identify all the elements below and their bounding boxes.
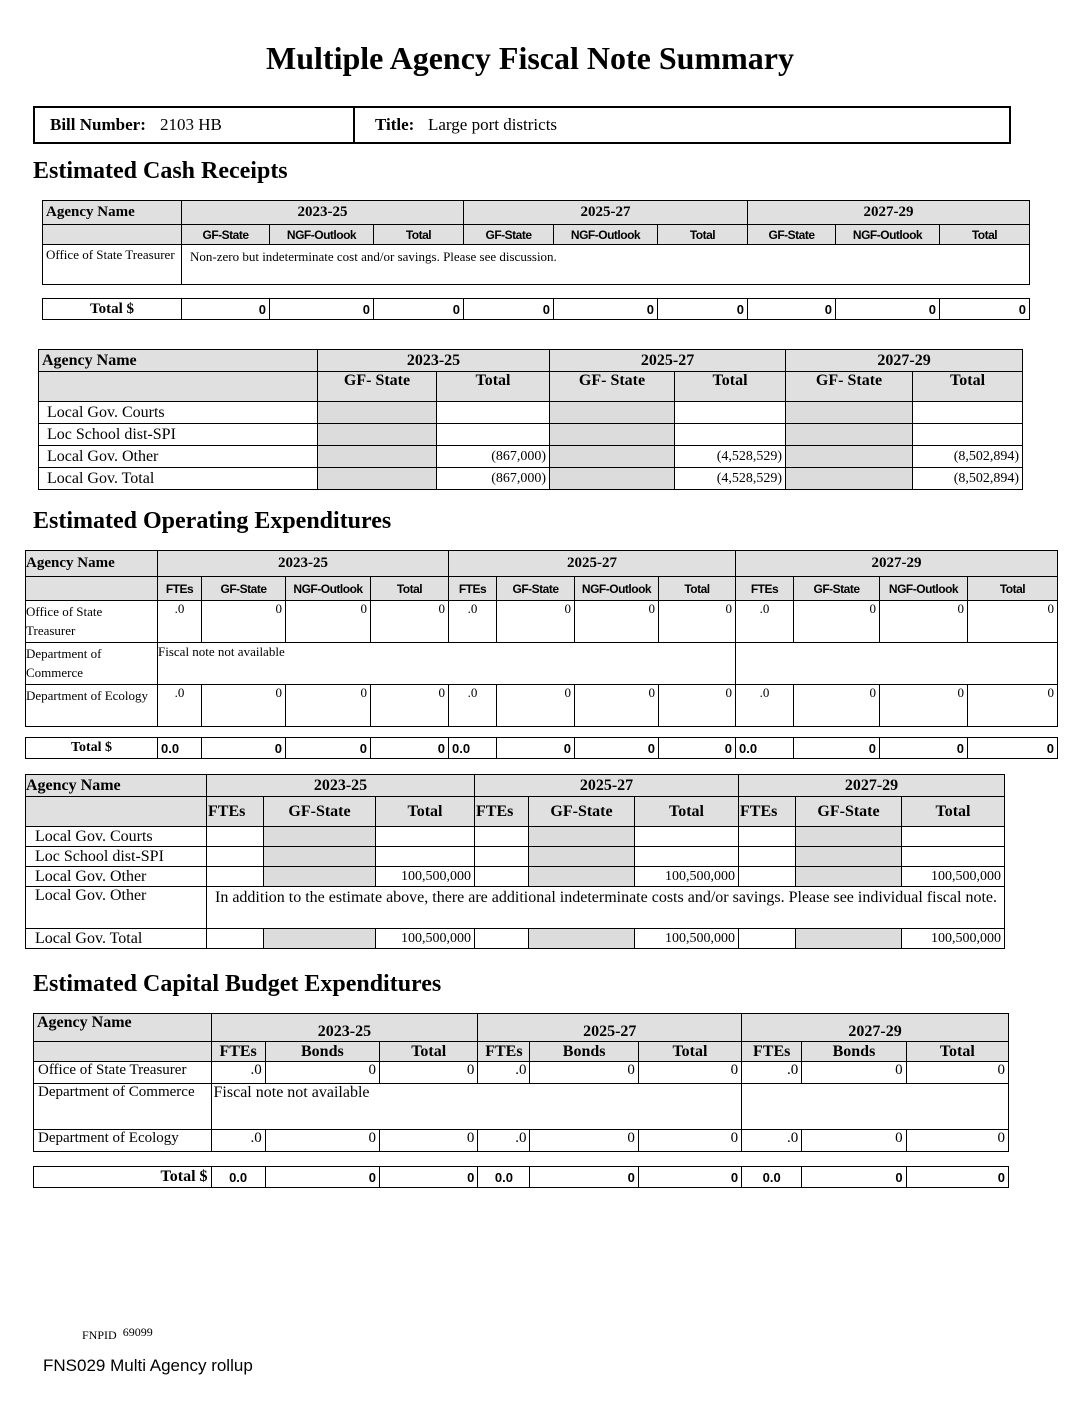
col-header: FTEs <box>475 797 529 827</box>
total-value: 0 <box>794 738 880 759</box>
total-value: (867,000) <box>437 468 550 490</box>
gf-state-cell <box>529 827 635 847</box>
col-header: FTEs <box>742 1042 802 1062</box>
bill-number: 2103 HB <box>160 115 222 134</box>
total-value: 0 <box>968 738 1058 759</box>
fte-value: .0 <box>158 685 202 727</box>
col-header: Total <box>659 577 736 601</box>
period-header: 2023-25 <box>318 350 550 372</box>
amount-value: 0 <box>794 601 880 643</box>
amount-value: 0 <box>659 601 736 643</box>
col-header: Total <box>902 797 1005 827</box>
amount-value: 0 <box>968 685 1058 727</box>
agency-name: Department of Commerce <box>34 1084 212 1130</box>
gf-state-cell <box>550 402 675 424</box>
table-row <box>39 424 1023 446</box>
gf-state-cell <box>529 867 635 887</box>
total-value <box>675 402 786 424</box>
total-value <box>376 847 475 867</box>
gf-state-cell <box>264 929 376 949</box>
cash-local-table <box>38 349 1023 490</box>
period-header: 2027-29 <box>748 201 1030 225</box>
agency-name: Department of Commerce <box>26 643 158 685</box>
col-header: Total <box>374 225 464 245</box>
gf-state-cell <box>550 468 675 490</box>
total-value: 100,500,000 <box>376 929 475 949</box>
col-header: NGF-Outlook <box>575 577 659 601</box>
table-row <box>26 601 1058 643</box>
gf-state-cell <box>796 867 902 887</box>
col-header: Total <box>940 225 1030 245</box>
table-row <box>26 847 1005 867</box>
total-value <box>902 827 1005 847</box>
total-value: (8,502,894) <box>913 446 1023 468</box>
fte-value: .0 <box>211 1062 265 1084</box>
total-value: 0 <box>464 299 554 320</box>
total-value: 100,500,000 <box>376 867 475 887</box>
col-header: Total <box>380 1042 478 1062</box>
indeterminate-note: Non-zero but indeterminate cost and/or savings. Please see discussion. <box>182 245 1030 285</box>
amount-value: 0 <box>638 1130 741 1152</box>
total-value <box>376 827 475 847</box>
fte-cell <box>207 867 264 887</box>
agency-name: Local Gov. Courts <box>39 402 318 424</box>
agency-name: Department of Ecology <box>26 685 158 727</box>
fte-cell <box>739 867 796 887</box>
operating-total-table <box>25 737 1058 759</box>
total-value: 0 <box>638 1167 741 1188</box>
total-value: 0 <box>374 299 464 320</box>
period-header: 2023-25 <box>158 551 449 577</box>
table-row <box>34 1084 1009 1130</box>
total-value: 0 <box>940 299 1030 320</box>
gf-state-cell <box>264 867 376 887</box>
agency-name: Local Gov. Other <box>26 867 207 887</box>
col-header: Total <box>658 225 748 245</box>
total-label: Total $ <box>26 738 158 759</box>
table-row <box>34 1062 1009 1084</box>
total-value: 0 <box>270 299 374 320</box>
fte-cell <box>207 847 264 867</box>
agency-name: Loc School dist-SPI <box>39 424 318 446</box>
col-header: GF-State <box>497 577 575 601</box>
empty-cell <box>736 643 1058 685</box>
fte-value: .0 <box>158 601 202 643</box>
total-label: Total $ <box>43 299 182 320</box>
col-header: Total <box>635 797 739 827</box>
agency-name: Local Gov. Total <box>26 929 207 949</box>
fnpid <box>82 1325 153 1343</box>
amount-value: 0 <box>371 685 449 727</box>
bill-number-label: Bill Number: <box>50 115 146 134</box>
col-header: GF-State <box>464 225 554 245</box>
agency-name-header: Agency Name <box>34 1014 212 1042</box>
total-value: 0 <box>802 1167 906 1188</box>
col-header: Bonds <box>265 1042 379 1062</box>
total-value <box>675 424 786 446</box>
gf-state-cell <box>796 929 902 949</box>
fnpid-value: 69099 <box>122 1325 153 1339</box>
amount-value: 0 <box>497 685 575 727</box>
col-header: FTEs <box>449 577 497 601</box>
agency-name: Office of State Treasurer <box>34 1062 212 1084</box>
col-header: GF- State <box>318 372 437 402</box>
capital-table <box>33 1013 1009 1152</box>
fte-value: .0 <box>736 601 794 643</box>
total-value: 100,500,000 <box>902 867 1005 887</box>
col-header: GF- State <box>550 372 675 402</box>
period-header: 2027-29 <box>739 775 1005 797</box>
period-header: 2023-25 <box>182 201 464 225</box>
col-header: Total <box>675 372 786 402</box>
total-label: Total $ <box>34 1167 212 1188</box>
fte-value: .0 <box>478 1130 530 1152</box>
agency-name: Local Gov. Courts <box>26 827 207 847</box>
fte-value: .0 <box>211 1130 265 1152</box>
table-row <box>26 685 1058 727</box>
amount-value: 0 <box>286 685 371 727</box>
fte-cell <box>475 827 529 847</box>
gf-state-cell <box>786 446 913 468</box>
fiscal-note-unavailable: Fiscal note not available <box>158 643 736 685</box>
col-header: NGF-Outlook <box>270 225 374 245</box>
col-header: NGF-Outlook <box>836 225 940 245</box>
col-header: FTEs <box>158 577 202 601</box>
gf-state-cell <box>318 424 437 446</box>
total-value: 0 <box>906 1167 1008 1188</box>
total-value <box>913 402 1023 424</box>
col-header: Bonds <box>530 1042 638 1062</box>
total-value: 0 <box>202 738 286 759</box>
capital-total-table <box>33 1166 1009 1188</box>
fiscal-note-unavailable: Fiscal note not available <box>211 1084 742 1130</box>
amount-value: 0 <box>802 1130 906 1152</box>
gf-state-cell <box>264 827 376 847</box>
fte-value: .0 <box>478 1062 530 1084</box>
col-header: GF-State <box>748 225 836 245</box>
fte-cell <box>475 867 529 887</box>
total-value: 0.0 <box>449 738 497 759</box>
period-header: 2023-25 <box>207 775 475 797</box>
period-header: 2027-29 <box>742 1014 1009 1042</box>
cash-receipts-heading: Estimated Cash Receipts <box>33 158 288 184</box>
amount-value: 0 <box>575 601 659 643</box>
bill-info-box <box>33 106 1011 144</box>
total-value: 0 <box>880 738 968 759</box>
agency-name-header: Agency Name <box>26 775 207 797</box>
col-header: FTEs <box>207 797 264 827</box>
agency-name: Local Gov. Other <box>39 446 318 468</box>
gf-state-cell <box>786 424 913 446</box>
total-value: 0 <box>836 299 940 320</box>
total-value: (4,528,529) <box>675 446 786 468</box>
fte-cell <box>739 847 796 867</box>
indeterminate-note: In addition to the estimate above, there are additional indeterminate costs and/or savings. Please see individual fiscal note. <box>207 887 1005 929</box>
col-header: GF-State <box>202 577 286 601</box>
empty-cell <box>742 1084 1009 1130</box>
total-value <box>902 847 1005 867</box>
amount-value: 0 <box>880 685 968 727</box>
amount-value: 0 <box>802 1062 906 1084</box>
period-header: 2025-27 <box>475 775 739 797</box>
gf-state-cell <box>550 446 675 468</box>
total-value: 100,500,000 <box>635 929 739 949</box>
total-value: 0 <box>380 1167 478 1188</box>
agency-name: Local Gov. Other <box>26 887 207 929</box>
total-value: 0 <box>575 738 659 759</box>
table-row <box>26 867 1005 887</box>
gf-state-cell <box>796 847 902 867</box>
col-header: Total <box>913 372 1023 402</box>
fte-cell <box>207 929 264 949</box>
amount-value: 0 <box>202 685 286 727</box>
period-header: 2025-27 <box>464 201 748 225</box>
amount-value: 0 <box>794 685 880 727</box>
table-row <box>26 827 1005 847</box>
total-value: 0.0 <box>211 1167 265 1188</box>
total-row <box>26 929 1005 949</box>
agency-name: Office of State Treasurer <box>43 245 182 285</box>
amount-value: 0 <box>906 1130 1008 1152</box>
total-value <box>635 827 739 847</box>
agency-name-header: Agency Name <box>26 551 158 577</box>
total-value <box>437 424 550 446</box>
fte-cell <box>475 929 529 949</box>
fte-cell <box>739 929 796 949</box>
amount-value: 0 <box>880 601 968 643</box>
gf-state-cell <box>264 847 376 867</box>
gf-state-cell <box>796 827 902 847</box>
amount-value: 0 <box>286 601 371 643</box>
total-value: 0 <box>286 738 371 759</box>
amount-value: 0 <box>497 601 575 643</box>
col-header: GF-State <box>182 225 270 245</box>
amount-value: 0 <box>659 685 736 727</box>
amount-value: 0 <box>371 601 449 643</box>
operating-table <box>25 550 1058 727</box>
bill-title-label: Title: <box>375 115 415 134</box>
gf-state-cell <box>318 446 437 468</box>
total-value: 0 <box>748 299 836 320</box>
gf-state-cell <box>786 468 913 490</box>
total-value: 0 <box>265 1167 379 1188</box>
col-header: FTEs <box>478 1042 530 1062</box>
col-header: GF-State <box>796 797 902 827</box>
amount-value: 0 <box>265 1130 379 1152</box>
page-title: Multiple Agency Fiscal Note Summary <box>266 40 794 76</box>
total-value: (867,000) <box>437 446 550 468</box>
col-header: Total <box>638 1042 741 1062</box>
col-header: Total <box>437 372 550 402</box>
total-value: 0 <box>658 299 748 320</box>
period-header: 2025-27 <box>449 551 736 577</box>
fte-value: .0 <box>742 1062 802 1084</box>
amount-value: 0 <box>638 1062 741 1084</box>
amount-value: 0 <box>380 1130 478 1152</box>
capital-heading: Estimated Capital Budget Expenditures <box>33 971 442 997</box>
agency-name: Local Gov. Total <box>39 468 318 490</box>
amount-value: 0 <box>968 601 1058 643</box>
total-value: 0.0 <box>478 1167 530 1188</box>
total-value: 0 <box>659 738 736 759</box>
col-header: Bonds <box>802 1042 906 1062</box>
amount-value: 0 <box>380 1062 478 1084</box>
total-value: 0.0 <box>742 1167 802 1188</box>
fte-value: .0 <box>742 1130 802 1152</box>
note-row <box>26 887 1005 929</box>
operating-heading: Estimated Operating Expenditures <box>33 508 392 534</box>
col-header: GF-State <box>794 577 880 601</box>
total-value: 0 <box>554 299 658 320</box>
amount-value: 0 <box>530 1062 638 1084</box>
gf-state-cell <box>529 929 635 949</box>
col-header: FTEs <box>211 1042 265 1062</box>
total-value <box>635 847 739 867</box>
col-header: FTEs <box>739 797 796 827</box>
fte-cell <box>475 847 529 867</box>
gf-state-cell <box>318 468 437 490</box>
col-header: FTEs <box>736 577 794 601</box>
col-header: GF-State <box>529 797 635 827</box>
period-header: 2025-27 <box>550 350 786 372</box>
gf-state-cell <box>318 402 437 424</box>
amount-value: 0 <box>906 1062 1008 1084</box>
col-header: NGF-Outlook <box>554 225 658 245</box>
agency-name-header: Agency Name <box>39 350 318 372</box>
period-header: 2025-27 <box>478 1014 742 1042</box>
total-value: 100,500,000 <box>635 867 739 887</box>
col-header: NGF-Outlook <box>880 577 968 601</box>
agency-name: Department of Ecology <box>34 1130 212 1152</box>
gf-state-cell <box>786 402 913 424</box>
fte-value: .0 <box>449 685 497 727</box>
amount-value: 0 <box>202 601 286 643</box>
total-value: 0 <box>530 1167 638 1188</box>
col-header: NGF-Outlook <box>286 577 371 601</box>
amount-value: 0 <box>265 1062 379 1084</box>
fte-cell <box>207 827 264 847</box>
total-value: 100,500,000 <box>902 929 1005 949</box>
table-row <box>39 468 1023 490</box>
gf-state-cell <box>550 424 675 446</box>
col-header: GF-State <box>264 797 376 827</box>
total-value: 0 <box>182 299 270 320</box>
col-header: Total <box>376 797 475 827</box>
fte-value: .0 <box>736 685 794 727</box>
form-id: FNS029 Multi Agency rollup <box>43 1356 253 1375</box>
total-value <box>437 402 550 424</box>
period-header: 2027-29 <box>736 551 1058 577</box>
col-header: Total <box>371 577 449 601</box>
col-header: Total <box>906 1042 1008 1062</box>
total-value: (8,502,894) <box>913 468 1023 490</box>
agency-name: Office of State Treasurer <box>26 601 158 643</box>
agency-name: Loc School dist-SPI <box>26 847 207 867</box>
table-row <box>26 643 1058 685</box>
fnpid-label: FNPID <box>82 1328 117 1342</box>
period-header: 2027-29 <box>786 350 1023 372</box>
total-value: 0 <box>497 738 575 759</box>
fte-cell <box>739 827 796 847</box>
table-row <box>39 402 1023 424</box>
total-value: 0 <box>371 738 449 759</box>
cash-receipts-total-table <box>42 298 1030 320</box>
amount-value: 0 <box>530 1130 638 1152</box>
fte-value: .0 <box>449 601 497 643</box>
total-value: 0.0 <box>736 738 794 759</box>
period-header: 2023-25 <box>211 1014 478 1042</box>
col-header: Total <box>968 577 1058 601</box>
amount-value: 0 <box>575 685 659 727</box>
agency-name-header: Agency Name <box>43 201 182 225</box>
total-value: 0.0 <box>158 738 202 759</box>
total-value: (4,528,529) <box>675 468 786 490</box>
cash-receipts-table <box>42 200 1030 285</box>
total-value <box>913 424 1023 446</box>
gf-state-cell <box>529 847 635 867</box>
operating-local-table <box>25 774 1005 949</box>
table-row <box>39 446 1023 468</box>
bill-title: Large port districts <box>428 115 558 134</box>
col-header: GF- State <box>786 372 913 402</box>
table-row <box>34 1130 1009 1152</box>
